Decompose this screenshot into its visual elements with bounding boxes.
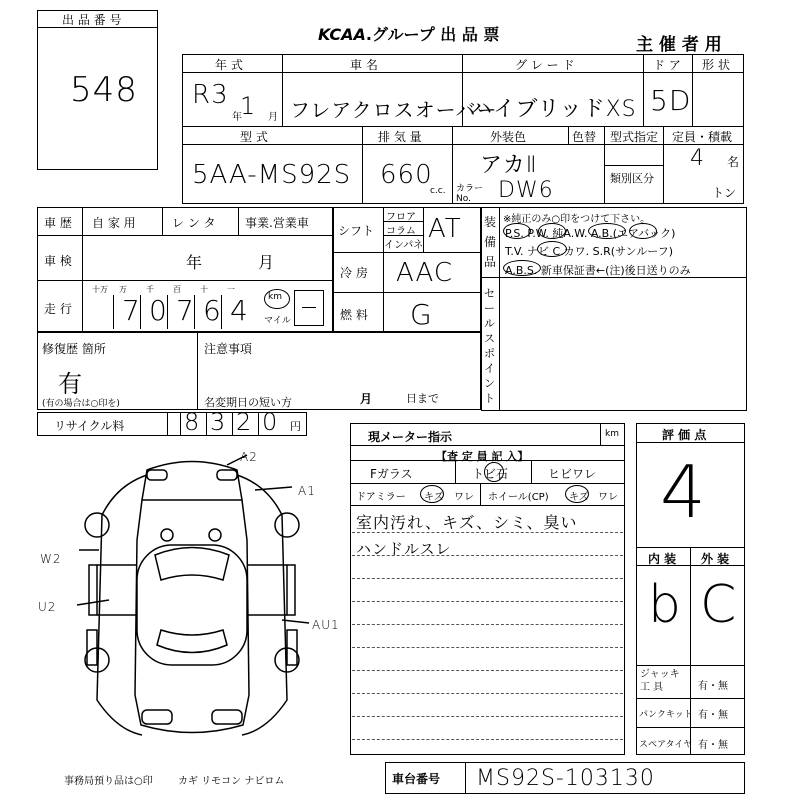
usage-label: 車 歴 xyxy=(44,216,72,230)
glass-chip[interactable]: トビ石 xyxy=(472,467,509,481)
inspection-year: 年 xyxy=(186,253,207,272)
shift-option: インパネ xyxy=(384,240,424,251)
grade-label: グ レ ー ド xyxy=(515,58,575,72)
recycle-digit: 2 xyxy=(236,408,253,436)
mileage-digit: 6 xyxy=(203,294,222,327)
mileage-digit-label: 十 xyxy=(200,285,208,294)
grade-value: ハイブリッドXS xyxy=(470,97,637,122)
model-value: 5AA-MS92S xyxy=(192,160,352,190)
aw-circle xyxy=(588,223,626,239)
fuel-label: 燃 料 xyxy=(340,308,368,322)
car-name-label: 車 名 xyxy=(350,58,378,72)
mileage-label: 走 行 xyxy=(44,302,72,316)
equipment-row-1: P.S. P.W. 純A.W. A.B.(エアバック) xyxy=(505,227,676,240)
displacement-value: 660 xyxy=(380,160,433,190)
km-label: km xyxy=(268,292,282,302)
month-value: 1 xyxy=(240,92,257,120)
mirror-scratch-circle xyxy=(420,485,444,503)
shift-option: フロア xyxy=(386,212,416,223)
glass-label: Fガラス xyxy=(370,467,413,481)
lot-number-label: 出 品 番 号 xyxy=(62,13,122,27)
remark-line xyxy=(352,624,623,625)
usage-private[interactable]: 自 家 用 xyxy=(92,216,136,230)
doors-label: ド ア xyxy=(653,58,681,72)
recycle-label: リサイクル料 xyxy=(54,419,125,433)
equipment-row-3: A.B.S. 新車保証書←(注)後日送りのみ xyxy=(505,264,691,277)
capacity-unit: 名 xyxy=(727,155,740,169)
car-damage-diagram xyxy=(37,445,342,745)
overall-score-label: 評 価 点 xyxy=(662,428,707,442)
diagram-mark-w2: W2 xyxy=(40,552,62,566)
mileage-digit-label: 一 xyxy=(227,285,235,294)
remark-line xyxy=(352,578,623,579)
repair-value: 有 xyxy=(58,370,83,398)
mileage-digit-label: 十万 xyxy=(92,285,108,294)
puncture-kit-label: パンクキット xyxy=(639,710,693,720)
year-value: R3 xyxy=(192,80,229,110)
mileage-digit-divider xyxy=(113,295,114,329)
interior-label: 内 装 xyxy=(648,552,677,566)
recycle-digit: 8 xyxy=(184,408,201,436)
remark-line xyxy=(352,647,623,648)
mileage-digit: 7 xyxy=(122,294,141,327)
wheel-scratch[interactable]: キズ xyxy=(569,492,589,503)
recycle-digit-divider xyxy=(232,412,233,436)
pw-circle xyxy=(538,223,566,239)
load-unit: トン xyxy=(712,186,737,200)
usage-rental[interactable]: レ ン タ xyxy=(172,216,216,230)
interior-score-value: b xyxy=(648,575,683,635)
model-spec-label: 型式指定 xyxy=(610,130,659,144)
fuel-value: G xyxy=(410,298,433,331)
meter-unit: km xyxy=(605,429,619,439)
ac-label: 冷 房 xyxy=(340,266,368,280)
meter-label: 現メーター指示 xyxy=(368,430,453,444)
mileage-extra-box xyxy=(294,290,324,326)
chassis-number: MS92S-103130 xyxy=(476,766,655,791)
doors-value: 5D xyxy=(650,84,692,117)
lot-number: 548 xyxy=(70,70,138,110)
chassis-label: 車台番号 xyxy=(392,772,441,786)
ab-circle xyxy=(629,223,657,239)
class-label: 類別区分 xyxy=(610,172,654,185)
remark-line xyxy=(352,716,623,717)
shift-option: コラム xyxy=(386,226,416,237)
year-label: 年 式 xyxy=(215,58,243,72)
spare-tire-label: スペアタイヤ xyxy=(639,740,693,750)
copy-label: 主 催 者 用 xyxy=(636,35,722,55)
brand-title xyxy=(318,22,499,45)
color-value: アカⅡ xyxy=(480,153,538,178)
car-name-value: フレアクロスオーバー xyxy=(290,98,498,122)
brand-subtitle: .グループ 出 品 票 xyxy=(365,25,500,44)
remark-2: ハンドルスレ xyxy=(356,540,452,558)
mirror-crack[interactable]: ワレ xyxy=(454,492,474,503)
recycle-digit-divider xyxy=(258,412,259,436)
recolor-label: 色替 xyxy=(572,130,597,144)
mileage-digit: 4 xyxy=(230,294,249,327)
puncture-kit-value[interactable]: 有・無 xyxy=(698,710,728,721)
recycle-digit-divider xyxy=(180,412,181,436)
mileage-digit: 7 xyxy=(176,294,195,327)
remark-line xyxy=(352,739,623,740)
remark-line xyxy=(352,693,623,694)
diagram-mark-au1: AU1 xyxy=(312,618,340,632)
mirror-label: ドアミラー xyxy=(356,492,406,503)
brand-logo: KCAA xyxy=(318,25,366,44)
overall-score-value: 4 xyxy=(660,450,707,534)
shape-label: 形 状 xyxy=(702,58,730,72)
capacity-value: 4 xyxy=(690,146,705,171)
inspector-label: 【査 定 員 記 入】 xyxy=(436,450,529,463)
color-code-label: カラー No. xyxy=(456,184,484,204)
diagram-mark-a1: A1 xyxy=(298,484,316,498)
wheel-scratch-circle xyxy=(565,485,589,503)
remark-line xyxy=(352,670,623,671)
spare-tire-value[interactable]: 有・無 xyxy=(698,740,728,751)
remark-line xyxy=(352,601,623,602)
glass-crack[interactable]: ヒビワレ xyxy=(548,467,597,481)
glass-chip-circle xyxy=(484,462,504,482)
recycle-digit: 0 xyxy=(262,408,279,436)
diagram-mark-u2: U2 xyxy=(38,600,57,614)
mileage-digit: 0 xyxy=(149,294,168,327)
office-items: カギ リモコン ナビロム xyxy=(178,776,285,787)
equipment-instruction: ※純正のみ○印をつけて下さい。 xyxy=(503,214,651,225)
ps-circle xyxy=(503,223,531,239)
jack-value[interactable]: 有・無 xyxy=(698,681,728,692)
ac-value: AAC xyxy=(396,258,453,288)
deadline-day: 日まで xyxy=(406,392,439,405)
diagram-mark-a2: A2 xyxy=(240,450,258,464)
model-label: 型 式 xyxy=(240,130,268,144)
notes-label: 注意事項 xyxy=(204,342,253,356)
cc-unit: c.c. xyxy=(430,186,446,196)
inspection-month: 月 xyxy=(258,253,279,272)
wheel-label: ホイール(CP) xyxy=(488,492,549,503)
abs-circle xyxy=(503,260,541,276)
exterior-score-value: C xyxy=(700,575,738,635)
remark-1: 室内汚れ、キズ、シミ、臭い xyxy=(356,513,578,532)
navi-circle xyxy=(537,241,567,257)
deadline-month: 月 xyxy=(360,392,373,406)
wheel-crack[interactable]: ワレ xyxy=(598,492,618,503)
mileage-digit-label: 万 xyxy=(119,285,127,294)
shift-value: AT xyxy=(428,214,462,244)
capacity-label: 定員・積載 xyxy=(672,130,733,144)
mirror-scratch[interactable]: キズ xyxy=(424,492,444,503)
color-code-value: DW6 xyxy=(498,178,554,203)
displacement-label: 排 気 量 xyxy=(378,130,422,144)
jack-label: ジャッキ 工 具 xyxy=(640,669,680,693)
repair-note: (有の場合は○印を) xyxy=(42,399,120,409)
mile-label: マイル xyxy=(264,316,291,326)
equipment-label: 装備品 xyxy=(484,215,497,269)
exterior-label: 外 装 xyxy=(701,552,730,566)
mileage-digit-label: 千 xyxy=(146,285,154,294)
recycle-unit: 円 xyxy=(290,420,301,433)
usage-business[interactable]: 事業.営業車 xyxy=(245,216,309,230)
sales-point-label: セールスポイント xyxy=(484,287,495,405)
recycle-digit: 3 xyxy=(210,408,227,436)
color-label: 外装色 xyxy=(490,130,527,144)
month-unit: 月 xyxy=(268,112,278,123)
repair-label: 修復歴 箇所 xyxy=(42,342,106,356)
year-unit: 年 xyxy=(232,112,242,123)
mileage-digit-label: 百 xyxy=(173,285,181,294)
office-note: 事務局預り品は○印 xyxy=(64,776,153,787)
shift-label: シフト xyxy=(338,224,375,238)
name-change-label: 名変期日の短い方 xyxy=(204,396,292,409)
equipment-row-2: T.V. ナビ C.カワ. S.R(サンルーフ) xyxy=(505,245,674,258)
recycle-digit-divider xyxy=(206,412,207,436)
inspection-label: 車 検 xyxy=(44,254,72,268)
